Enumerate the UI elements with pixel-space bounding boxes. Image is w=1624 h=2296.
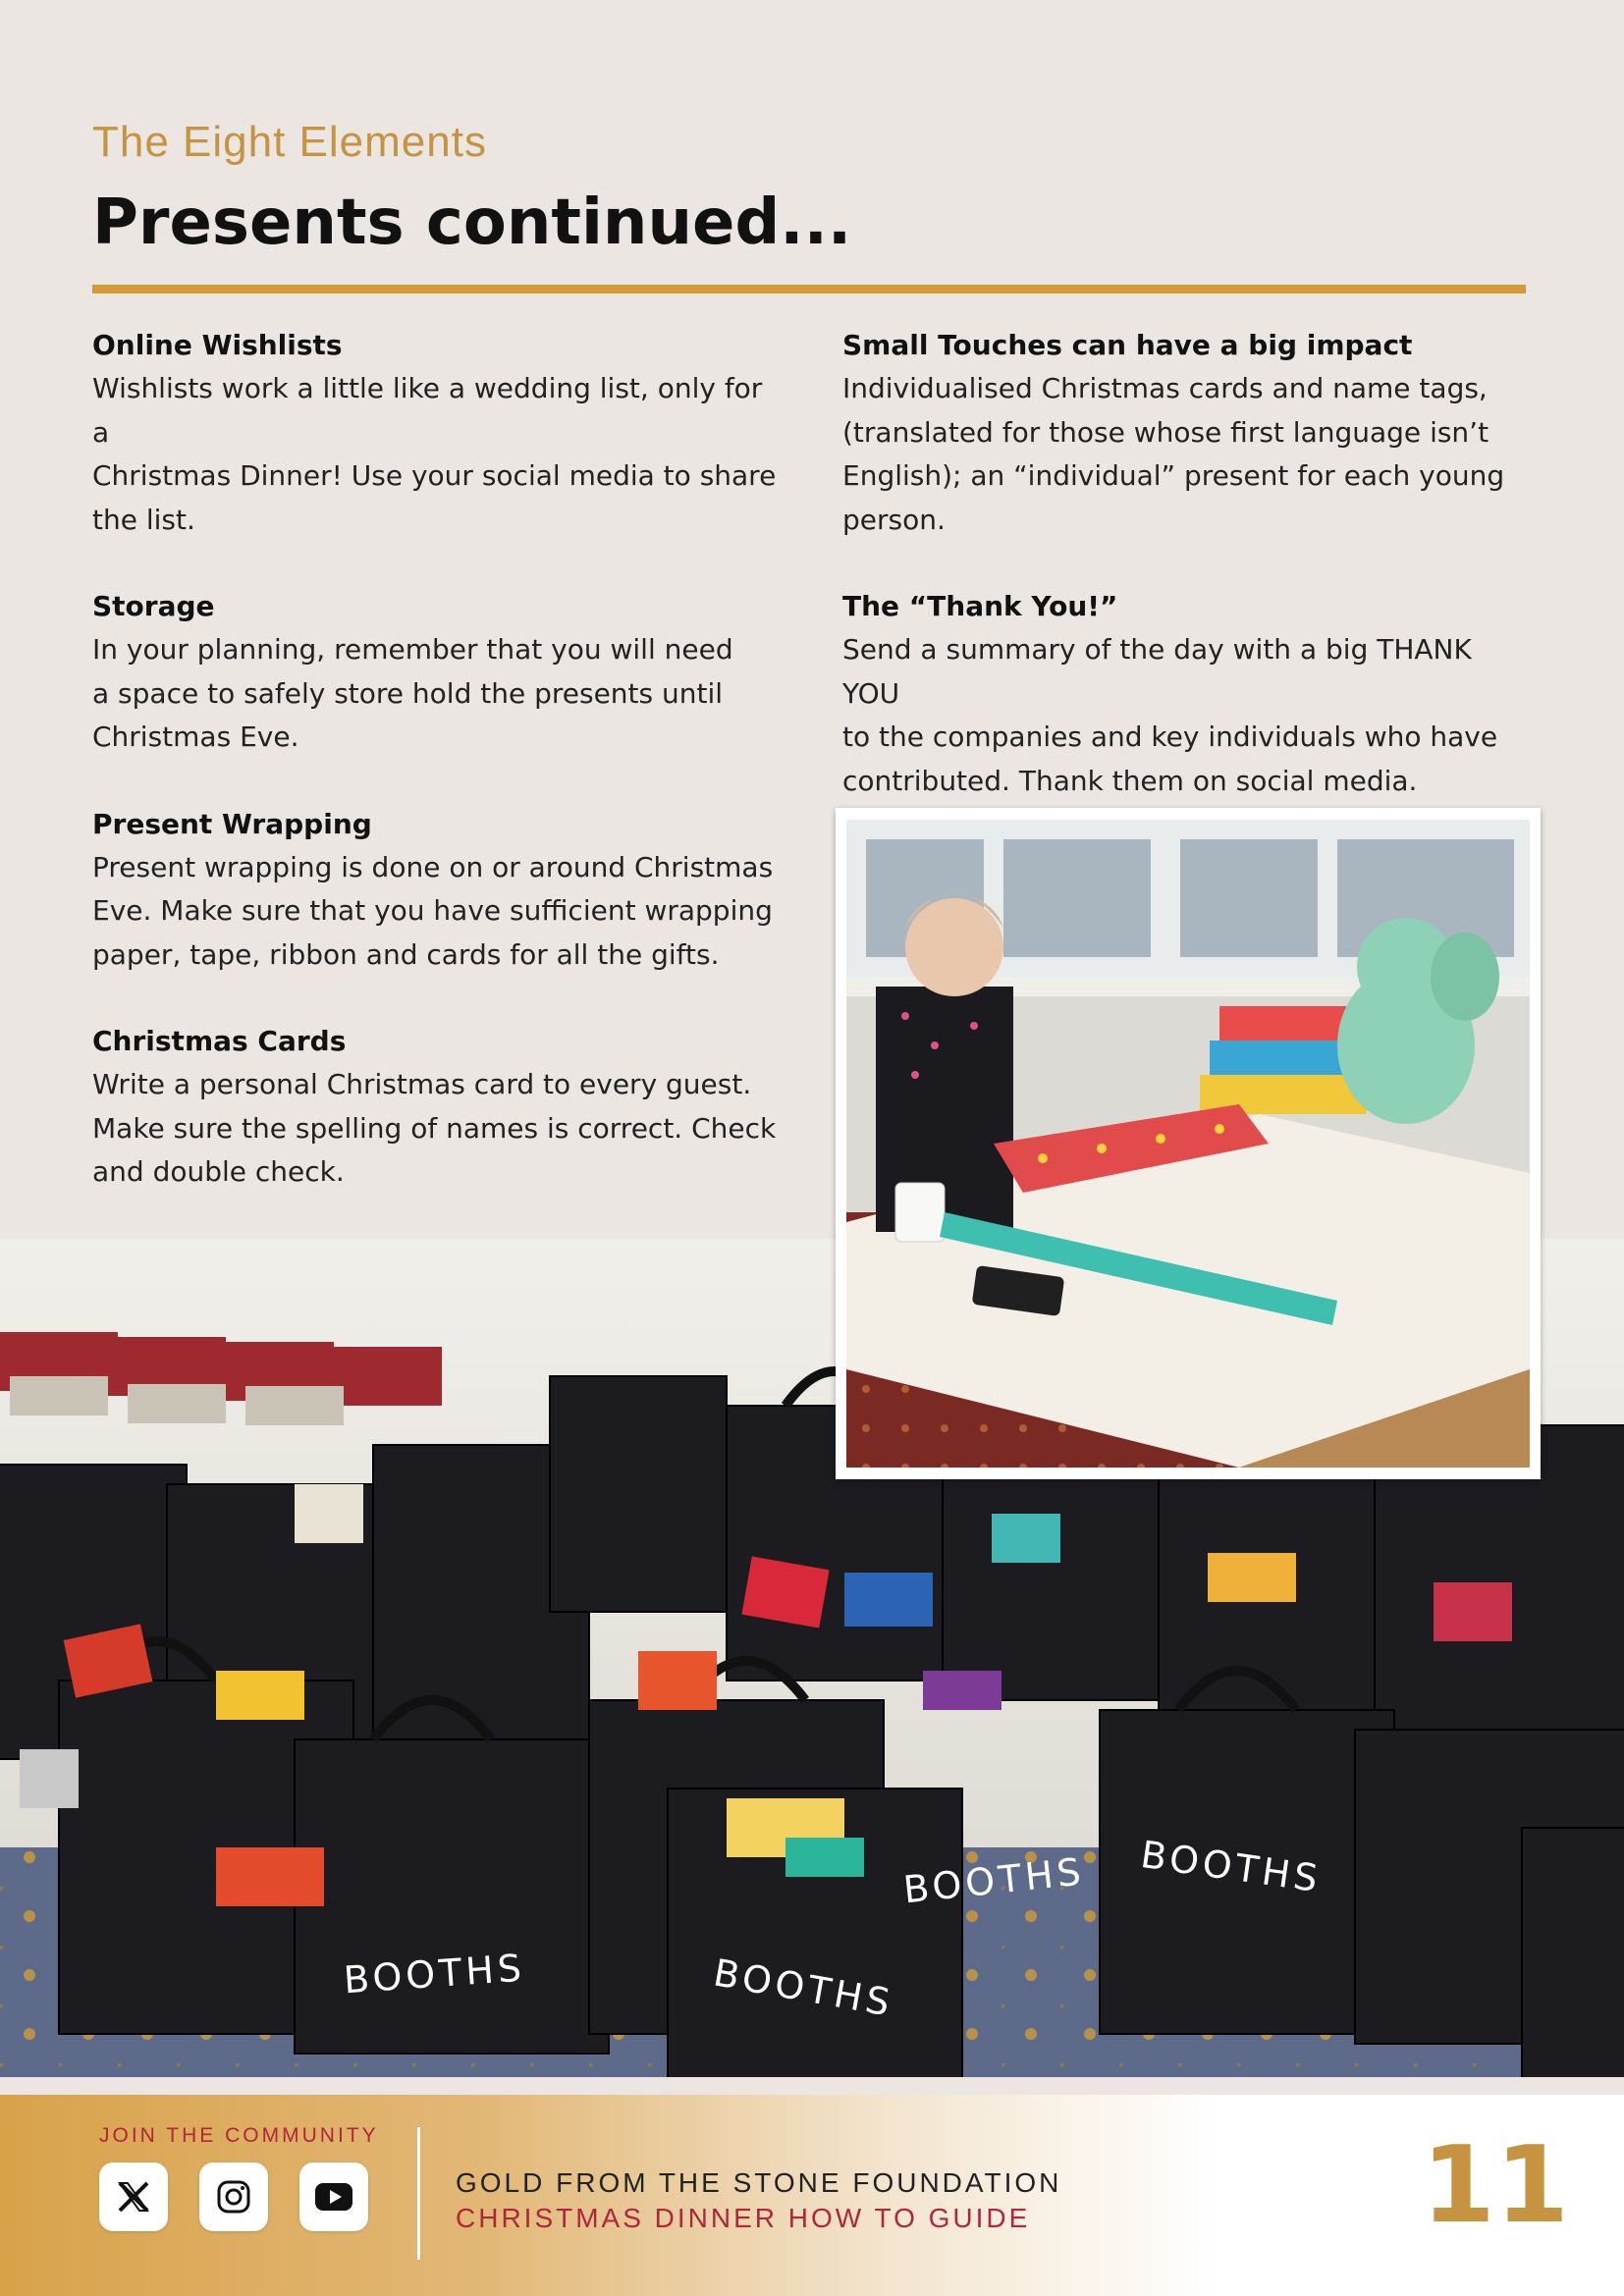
page-number: 11 [1421, 2124, 1569, 2247]
guide-name: CHRISTMAS DINNER HOW TO GUIDE [456, 2203, 1031, 2233]
section-heading: Storage [92, 590, 215, 622]
section-heading: Christmas Cards [92, 1025, 347, 1057]
page-footer [0, 2095, 1624, 2296]
section-present-wrapping [92, 803, 780, 978]
youtube-icon[interactable] [299, 2163, 368, 2231]
instagram-icon[interactable] [199, 2163, 268, 2231]
section-storage [92, 585, 780, 760]
section-small-touches [842, 324, 1530, 542]
right-column [842, 324, 1530, 846]
section-online-wishlists [92, 324, 780, 542]
left-column [92, 324, 780, 1238]
section-body: Individualised Christmas cards and name tags, (translated for those whose first language isn’t English); an “individual” present for each young person. [842, 372, 1505, 536]
section-christmas-cards [92, 1020, 780, 1195]
bag-print: BOOTHS [1138, 1832, 1325, 1901]
section-body: In your planning, remember that you will need a space to safely store hold the presents until Christmas Eve. [92, 633, 733, 753]
section-body: Present wrapping is done on or around Christmas Eve. Make sure that you have sufficient wrapping paper, tape, ribbon and cards for all the gifts. [92, 850, 774, 971]
section-heading: Present Wrapping [92, 807, 372, 840]
footer-divider [417, 2127, 420, 2260]
organization-name: GOLD FROM THE STONE FOUNDATION [456, 2167, 1062, 2198]
section-thank-you [842, 585, 1530, 803]
section-label: The Eight Elements [92, 118, 487, 166]
section-body: Wishlists work a little like a wedding list, only for a Christmas Dinner! Use your social media to share the list. [92, 372, 777, 536]
section-heading: Small Touches can have a big impact [842, 329, 1413, 361]
section-body: Send a summary of the day with a big THANK YOU to the companies and key individuals who have contributed. Thank them on social media. [842, 633, 1498, 797]
bag-print: BOOTHS [342, 1946, 527, 2002]
x-icon[interactable] [99, 2163, 168, 2231]
present-wrapping-photo [836, 808, 1541, 1479]
bag-print: BOOTHS [900, 1849, 1087, 1912]
section-body: Write a personal Christmas card to every guest. Make sure the spelling of names is correct. Check and double check. [92, 1068, 777, 1188]
bag-print: BOOTHS [710, 1950, 897, 2025]
title-rule [92, 285, 1526, 294]
section-heading: The “Thank You!” [842, 590, 1118, 622]
section-heading: Online Wishlists [92, 329, 343, 361]
page-title: Presents continued... [92, 187, 852, 259]
join-community-label: JOIN THE COMMUNITY [99, 2124, 379, 2147]
